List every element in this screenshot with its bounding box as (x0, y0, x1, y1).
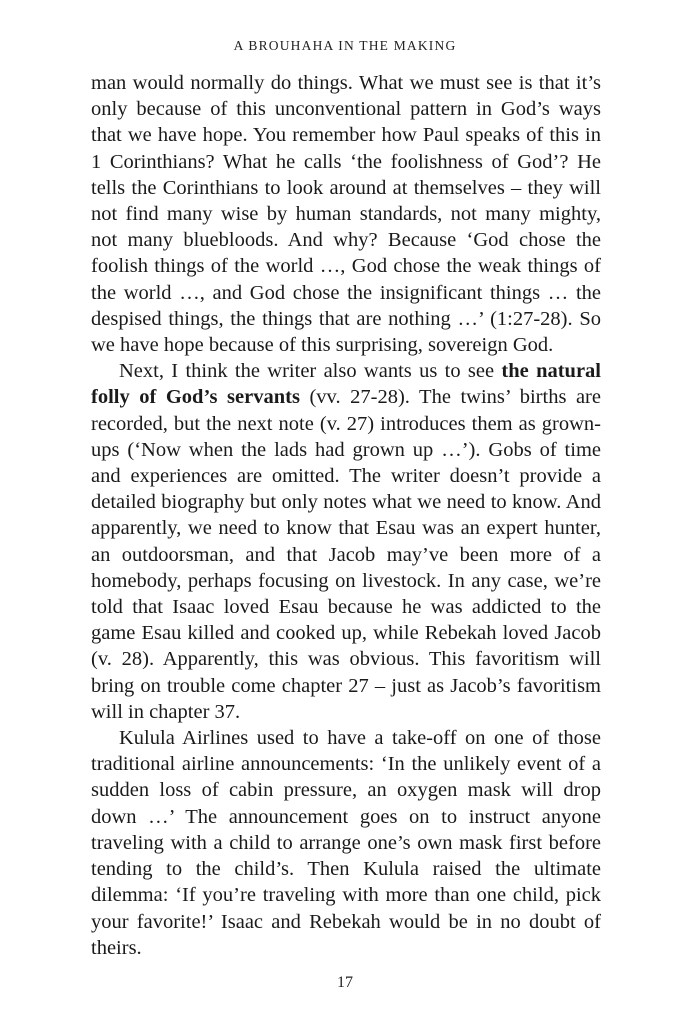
page-number: 17 (337, 974, 353, 991)
paragraph-3: Kulula Airlines used to have a take-off on one of those traditional airline announcements: ‘In the unlikely event of a sudden loss of cabin pressure, an oxygen mask will drop down …’ The announcement goes on to instruct anyone traveling with a child to arrange one’s own mask first before tending to the child’s. Then Kulula raised the ultimate dilemma: ‘If you’re traveling with more than one child, pick your favorite!’ Isaac and Rebekah would be in no doubt of theirs. (91, 727, 601, 959)
body-text (91, 70, 601, 961)
paragraph-2 (91, 358, 601, 725)
paragraph-2-emphasis: the natural folly of God’s servants (91, 360, 601, 409)
paragraph-1: man would normally do things. What we must see is that it’s only because of this unconventional pattern in God’s ways that we have hope. You remember how Paul speaks of this in 1 Corinthians? What he calls ‘the foolishness of God’? He tells the Corinthians to look around at themselves – they will not find many wise by human standards, not many mighty, not many bluebloods. And why? Because ‘God chose the foolish things of the world …, God chose the weak things of the world …, and God chose the insignificant things … the despised things, the things that are nothing …’ (1:27-28). So we have hope because of this surprising, sovereign God. (91, 72, 601, 357)
paragraph-2-lead: Next, I think the writer also wants us to see (119, 360, 502, 383)
running-head: A BROUHAHA IN THE MAKING (233, 38, 457, 53)
paragraph-2-rest: (vv. 27-28). The twins’ births are recorded, but the next note (v. 27) introduces them as grown-ups (‘Now when the lads had grown up …’). Gobs of time and experiences are omitted. The writer doesn’t provide a detailed biography but only notes what we need to know. And apparently, we need to know that Esau was an expert hunter, an outdoorsman, and that Jacob may’ve been more of a homebody, perhaps focusing on livestock. In any case, we’re told that Isaac loved Esau because he was addicted to the game Esau killed and cooked up, while Rebekah loved Jacob (v. 28). Apparently, this was obvious. This favoritism will bring on trouble come chapter 27 – just as Jacob’s favoritism will in chapter 37. (91, 386, 601, 723)
